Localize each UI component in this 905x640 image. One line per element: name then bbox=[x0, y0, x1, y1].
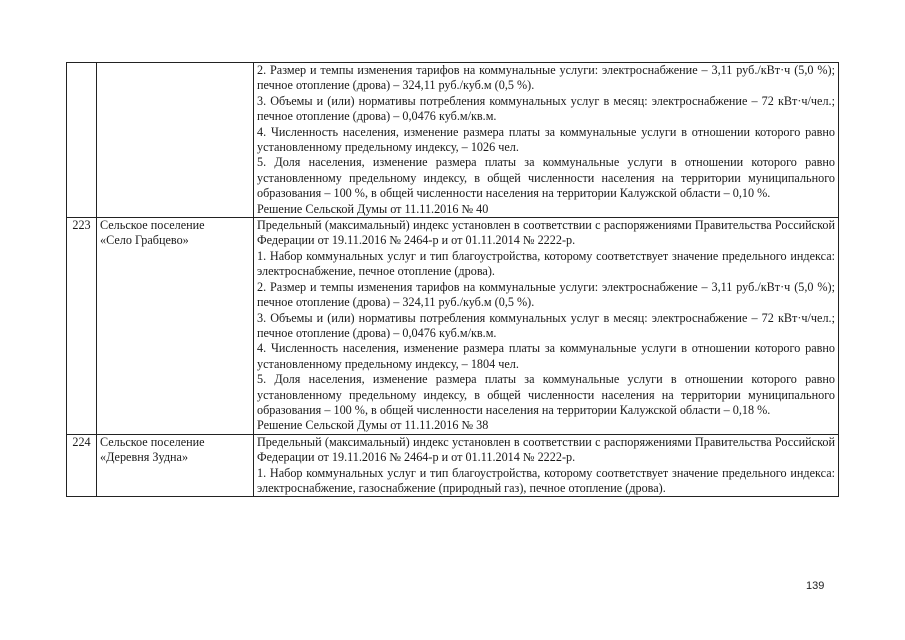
decision-reference: Решение Сельской Думы от 11.11.2016 № 40 bbox=[257, 201, 489, 216]
paragraph: 2. Размер и темпы изменения тарифов на коммунальные услуги: электроснабжение – 3,11 руб./кВт·ч (5,0 %); печное отопление (дрова) – 324,11 руб./куб.м (0,5 %). bbox=[257, 279, 835, 310]
paragraph: 5. Доля населения, изменение размера платы за коммунальные услуги в отношении которого равно установленному предельному индексу, в общей численности населения на территории муниципального образования – 100 %, в общей численности населения на территории Калужской области – 0,10 %. bbox=[257, 155, 835, 201]
index-description-cell bbox=[254, 218, 839, 435]
index-description-cell bbox=[254, 63, 839, 218]
paragraph: Предельный (максимальный) индекс установлен в соответствии с распоряжениями Правительства Российской Федерации от 19.11.2016 № 2464-р и от 01.11.2014 № 2222-р. bbox=[257, 434, 835, 465]
table-row bbox=[67, 434, 839, 497]
page-number: 139 bbox=[806, 580, 825, 592]
settlement-type: Сельское поселение bbox=[100, 218, 205, 233]
settlement-title: «Деревня Зудна» bbox=[100, 450, 189, 465]
index-description-cell bbox=[254, 434, 839, 497]
table-row bbox=[67, 63, 839, 218]
municipal-tariff-table bbox=[66, 62, 839, 497]
settlement-title: «Село Грабцево» bbox=[100, 233, 189, 248]
paragraph: 4. Численность населения, изменение размера платы за коммунальные услуги в отношении которого равно установленному предельному индексу, – 1804 чел. bbox=[257, 341, 835, 371]
paragraph: 5. Доля населения, изменение размера платы за коммунальные услуги в отношении которого равно установленному предельному индексу, в общей численности населения на территории муниципального образования – 100 %, в общей численности населения на территории Калужской области – 0,18 %. bbox=[257, 372, 835, 417]
paragraph: 2. Размер и темпы изменения тарифов на коммунальные услуги: электроснабжение – 3,11 руб./кВт·ч (5,0 %); печное отопление (дрова) – 324,11 руб./куб.м (0,5 %). bbox=[257, 63, 835, 93]
paragraph: 1. Набор коммунальных услуг и тип благоустройства, которому соответствует значение предельного индекса: электроснабжение, газоснабжение (природный газ), печное отопление (дрова). bbox=[257, 465, 835, 495]
paragraph: 4. Численность населения, изменение размера платы за коммунальные услуги в отношении которого равно установленному предельному индексу, – 1026 чел. bbox=[257, 124, 835, 155]
settlement-name-cell bbox=[97, 218, 254, 435]
paragraph: 3. Объемы и (или) нормативы потребления коммунальных услуг в месяц: электроснабжение – 72 кВт·ч/чел.; печное отопление (дрова) – 0,0476 куб.м/кв.м. bbox=[257, 310, 835, 340]
settlement-name-cell bbox=[97, 434, 254, 497]
paragraph: 3. Объемы и (или) нормативы потребления коммунальных услуг в месяц: электроснабжение – 72 кВт·ч/чел.; печное отопление (дрова) – 0,0476 куб.м/кв.м. bbox=[257, 93, 835, 124]
settlement-type: Сельское поселение bbox=[100, 434, 205, 449]
table-row bbox=[67, 218, 839, 435]
row-number-cell: 223 bbox=[67, 218, 97, 435]
row-number-cell: 224 bbox=[67, 434, 97, 497]
row-number-cell bbox=[67, 63, 97, 218]
paragraph: 1. Набор коммунальных услуг и тип благоустройства, которому соответствует значение предельного индекса: электроснабжение, печное отопление (дрова). bbox=[257, 248, 835, 279]
settlement-name-cell bbox=[97, 63, 254, 218]
paragraph: Предельный (максимальный) индекс установлен в соответствии с распоряжениями Правительства Российской Федерации от 19.11.2016 № 2464-р и от 01.11.2014 № 2222-р. bbox=[257, 218, 835, 248]
decision-reference: Решение Сельской Думы от 11.11.2016 № 38 bbox=[257, 418, 489, 433]
